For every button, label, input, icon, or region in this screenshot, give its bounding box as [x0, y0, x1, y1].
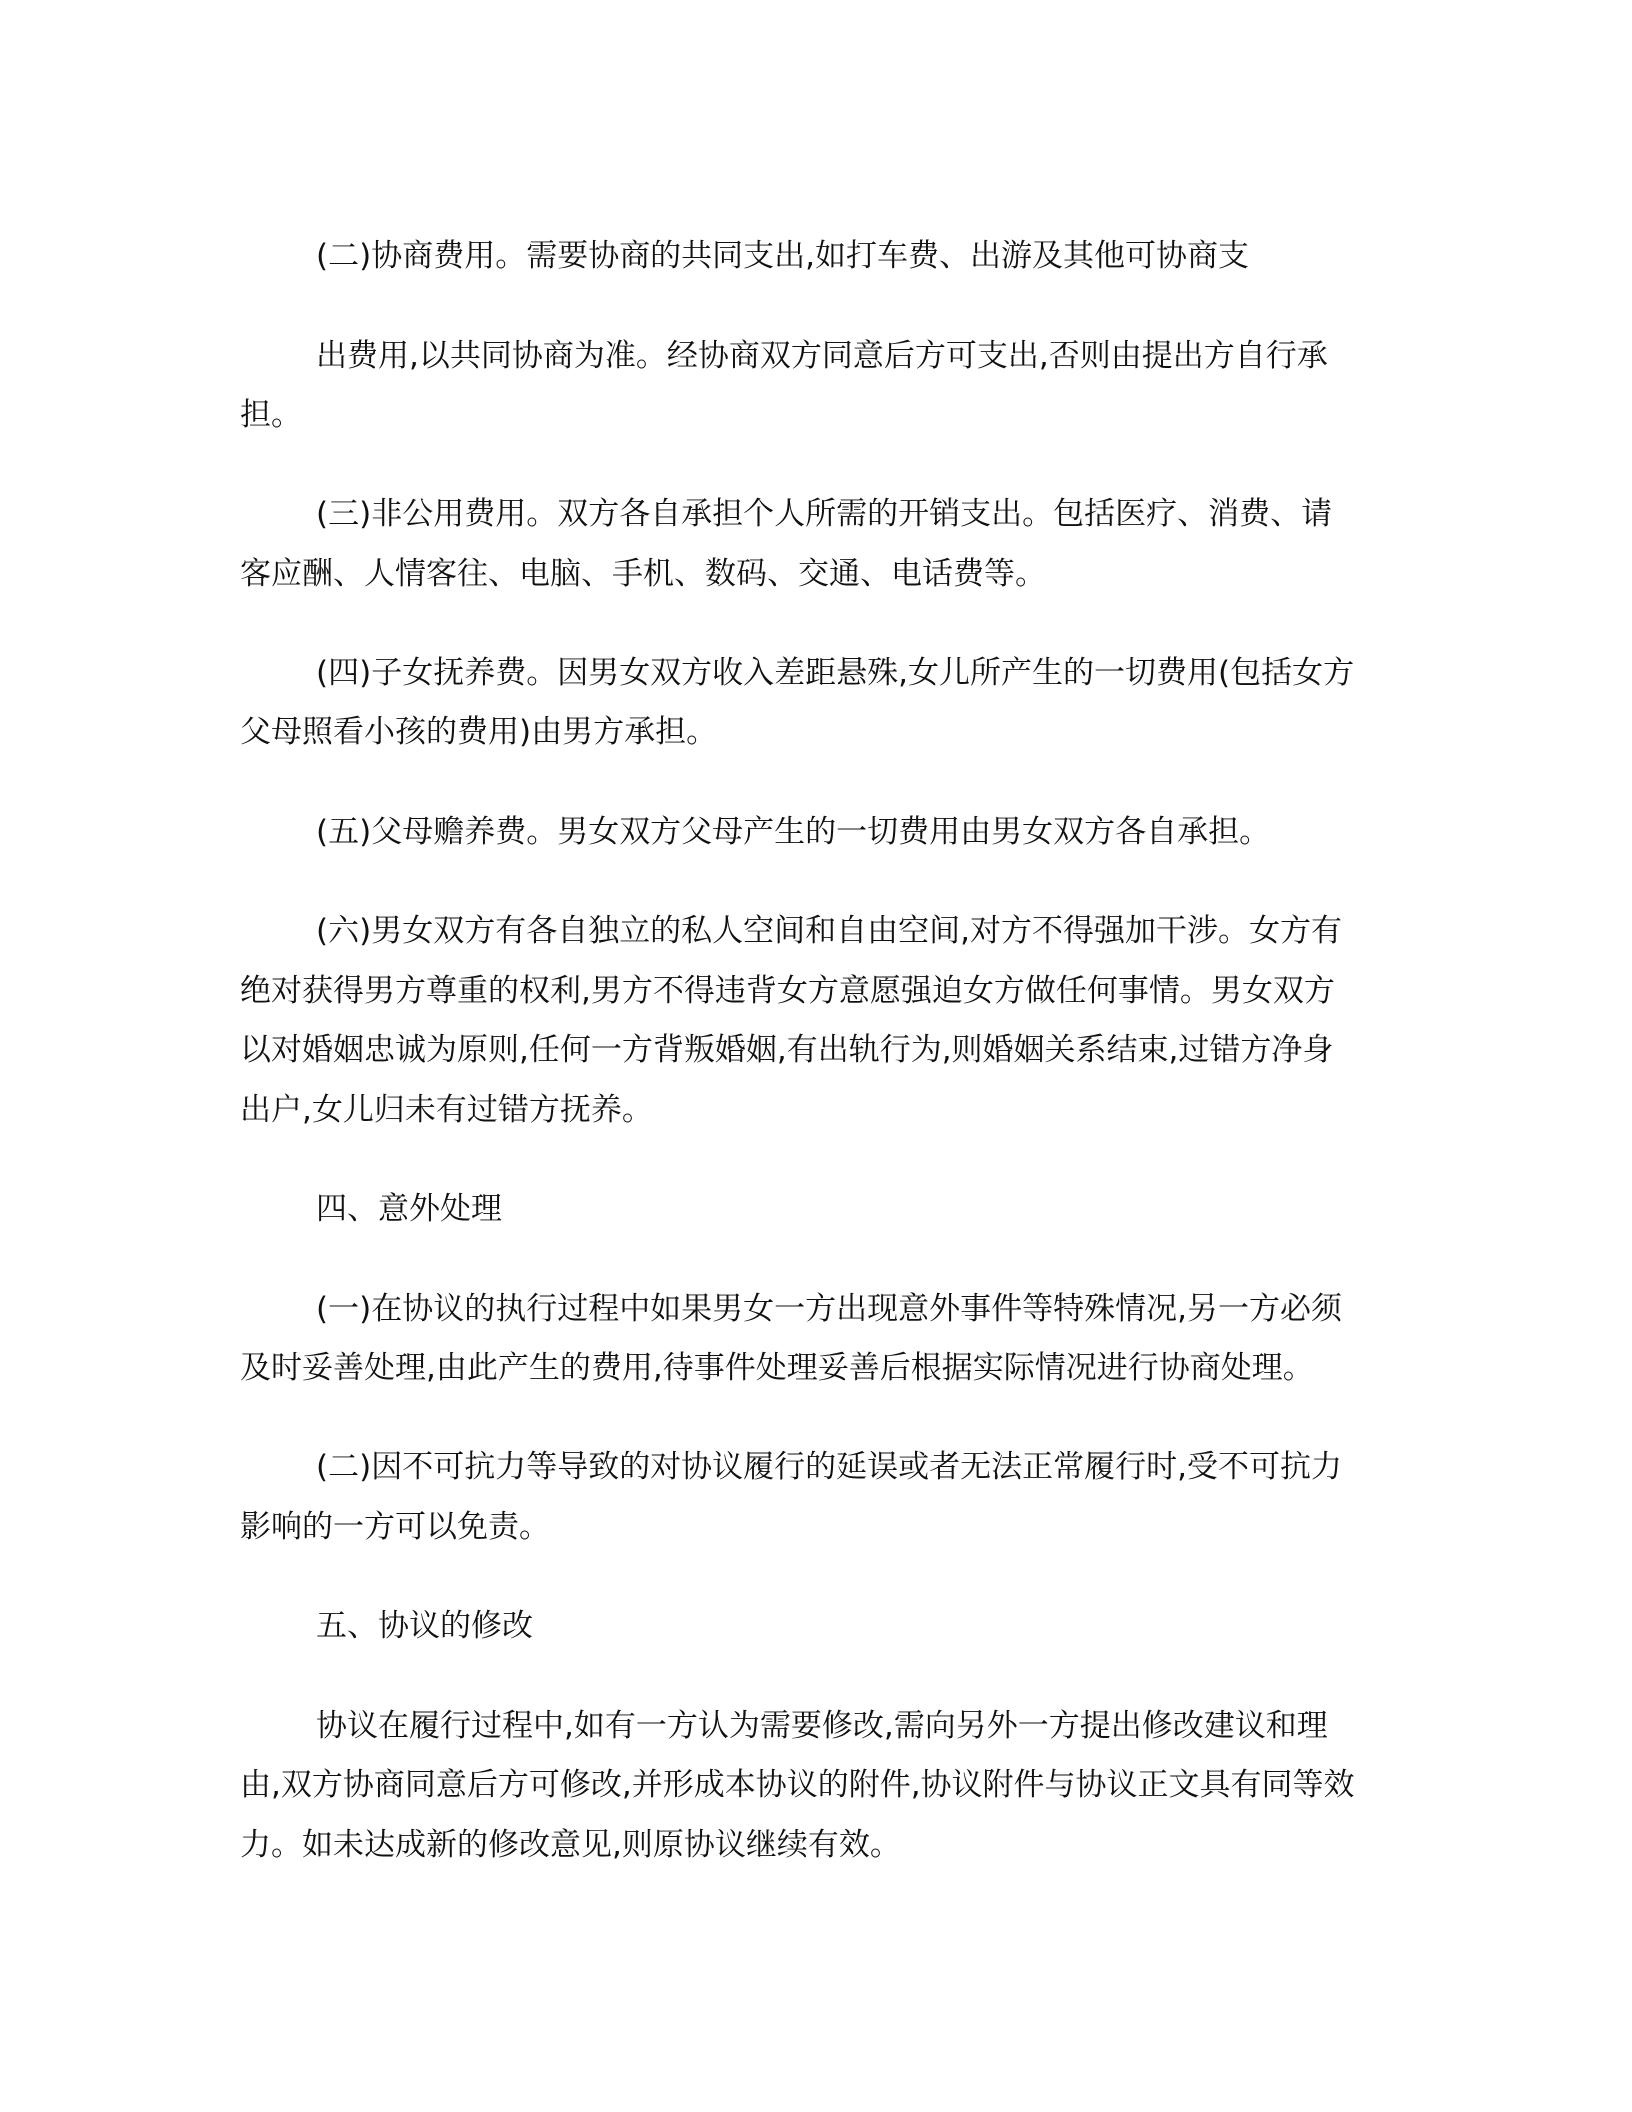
paragraph-private-space: (六)男女双方有各自独立的私人空间和自由空间,对方不得强加干涉。女方有 — [316, 913, 1343, 949]
paragraph-private-space-line-3: 以对婚姻忠诚为原则,任何一方背叛婚姻,有出轨行为,则婚姻关系结束,过错方净身 — [240, 1032, 1334, 1068]
section-heading-agreement-modification: 五、协议的修改 — [316, 1608, 533, 1644]
paragraph-non-shared-expenses-line-2: 客应酬、人情客往、电脑、手机、数码、交通、电话费等。 — [240, 556, 1046, 592]
section-heading-accident-handling: 四、意外处理 — [316, 1191, 502, 1227]
paragraph-child-support: (四)子女抚养费。因男女双方收入差距悬殊,女儿所产生的一切费用(包括女方 — [316, 655, 1355, 691]
paragraph-accident-events-line-2: 及时妥善处理,由此产生的费用,待事件处理妥善后根据实际情况进行协商处理。 — [240, 1350, 1314, 1386]
paragraph-modification-process-line-3: 力。如未达成新的修改意见,则原协议继续有效。 — [240, 1827, 901, 1863]
paragraph-modification-process-line-2: 由,双方协商同意后方可修改,并形成本协议的附件,协议附件与协议正文具有同等效 — [240, 1767, 1355, 1803]
paragraph-consultation-fees-continued-line-2: 担。 — [240, 397, 302, 433]
paragraph-force-majeure: (二)因不可抗力等导致的对协议履行的延误或者无法正常履行时,受不可抗力 — [316, 1449, 1343, 1485]
paragraph-accident-events: (一)在协议的执行过程中如果男女一方出现意外事件等特殊情况,另一方必须 — [316, 1291, 1343, 1327]
paragraph-modification-process: 协议在履行过程中,如有一方认为需要修改,需向另外一方提出修改建议和理 — [316, 1708, 1328, 1744]
paragraph-private-space-line-2: 绝对获得男方尊重的权利,男方不得违背女方意愿强迫女方做任何事情。男女双方 — [240, 973, 1335, 1009]
paragraph-consultation-fees-continued: 出费用,以共同协商为准。经协商双方同意后方可支出,否则由提出方自行承 — [316, 338, 1328, 374]
paragraph-private-space-line-4: 出户,女儿归未有过错方抚养。 — [240, 1092, 653, 1128]
paragraph-parent-support: (五)父母赡养费。男女双方父母产生的一切费用由男女双方各自承担。 — [316, 814, 1271, 850]
paragraph-non-shared-expenses: (三)非公用费用。双方各自承担个人所需的开销支出。包括医疗、消费、请 — [316, 496, 1333, 532]
paragraph-force-majeure-line-2: 影响的一方可以免责。 — [240, 1509, 550, 1545]
paragraph-consultation-fees: (二)协商费用。需要协商的共同支出,如打车费、出游及其他可协商支 — [316, 238, 1250, 274]
paragraph-child-support-line-2: 父母照看小孩的费用)由男方承担。 — [240, 714, 718, 750]
